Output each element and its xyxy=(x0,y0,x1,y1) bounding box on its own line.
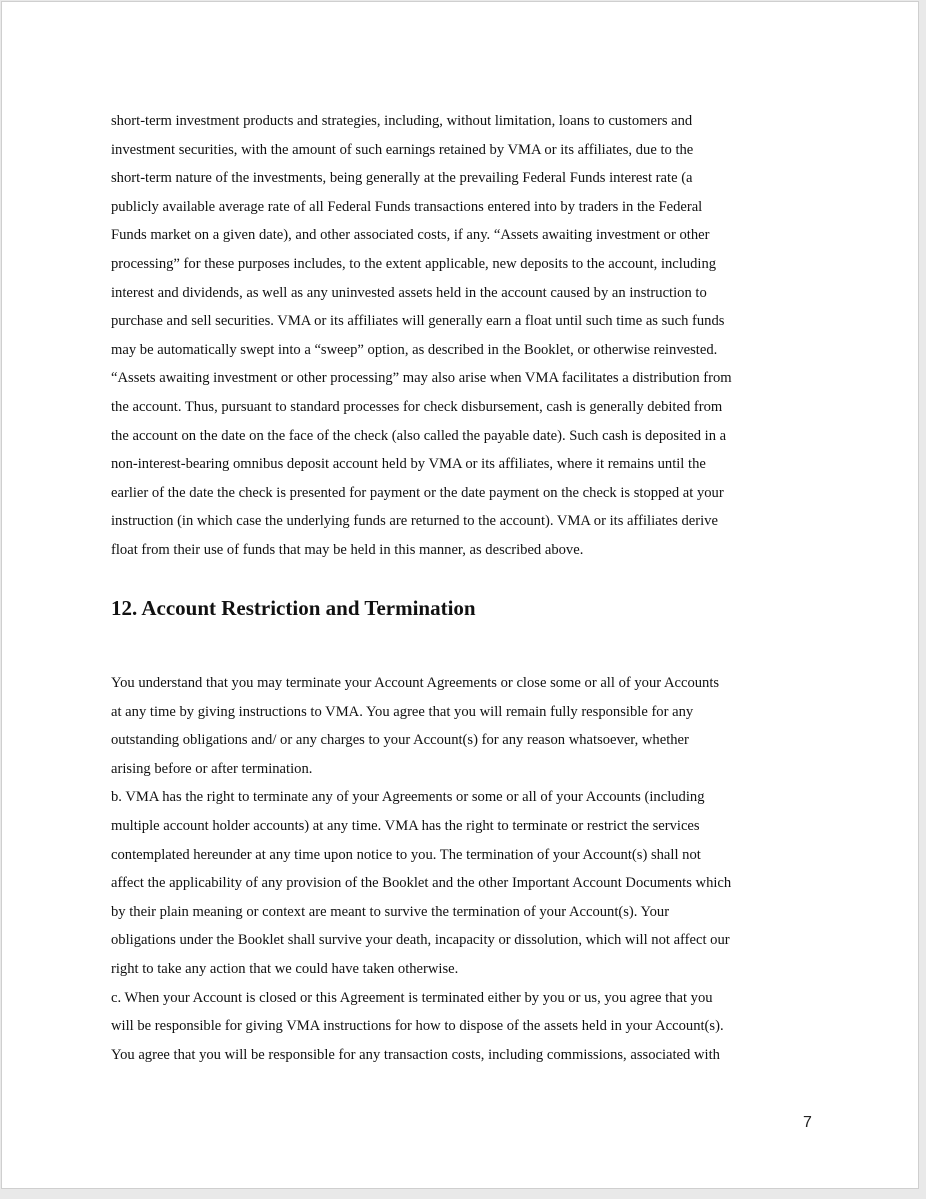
text-line: You understand that you may terminate your Account Agreements or close some or all of your Accounts xyxy=(111,675,720,691)
text-line: arising before or after termination. xyxy=(111,760,313,777)
text-line: purchase and sell securities. VMA or its affiliates will generally earn a float until such time as such funds xyxy=(111,313,725,330)
text-line: multiple account holder accounts) at any time. VMA has the right to terminate or restrict the services xyxy=(111,817,700,834)
text-line: float from their use of funds that may be held in this manner, as described above. xyxy=(111,541,584,558)
text-line: processing” for these purposes includes, to the extent applicable, new deposits to the account, including xyxy=(111,255,717,272)
text-line: non-interest-bearing omnibus deposit account held by VMA or its affiliates, where it remains until the xyxy=(111,456,706,473)
document-page xyxy=(1,1,919,1189)
text-line: “Assets awaiting investment or other processing” may also arise when VMA facilitates a distribution from xyxy=(111,370,732,387)
text-line: short-term nature of the investments, being generally at the prevailing Federal Funds interest rate (a xyxy=(111,170,693,187)
intro-paragraph xyxy=(111,107,817,565)
text-line: b. VMA has the right to terminate any of your Agreements or some or all of your Accounts (including xyxy=(111,789,705,806)
text-line: c. When your Account is closed or this Agreement is terminated either by you or us, you agree that you xyxy=(111,989,713,1006)
text-line: contemplated hereunder at any time upon notice to you. The termination of your Account(s) shall not xyxy=(111,846,701,863)
text-line: may be automatically swept into a “sweep” option, as described in the Booklet, or otherwise reinvested. xyxy=(111,341,718,358)
text-line: Funds market on a given date), and other associated costs, if any. “Assets awaiting investment or other xyxy=(111,227,710,244)
text-line: outstanding obligations and/ or any charges to your Account(s) for any reason whatsoever, whether xyxy=(111,732,689,749)
text-line: the account on the date on the face of the check (also called the payable date). Such cash is deposited in a xyxy=(111,427,727,444)
text-line: affect the applicability of any provision of the Booklet and the other Important Account Documents which xyxy=(111,875,732,892)
text-line: by their plain meaning or context are meant to survive the termination of your Account(s). Your xyxy=(111,903,670,920)
text-line: earlier of the date the check is presented for payment or the date payment on the check is stopped at your xyxy=(111,484,724,501)
text-line: right to take any action that we could have taken otherwise. xyxy=(111,960,459,977)
text-line: at any time by giving instructions to VMA. You agree that you will remain fully responsible for any xyxy=(111,703,694,720)
text-line: the account. Thus, pursuant to standard processes for check disbursement, cash is generally debited from xyxy=(111,398,723,415)
section-paragraph xyxy=(111,669,817,1069)
text-line: interest and dividends, as well as any uninvested assets held in the account caused by an instruction to xyxy=(111,284,707,301)
page-number: 7 xyxy=(803,1114,812,1131)
text-line: short-term investment products and strategies, including, without limitation, loans to customers and xyxy=(111,113,693,129)
text-line: instruction (in which case the underlying funds are returned to the account). VMA or its affiliates derive xyxy=(111,513,718,530)
text-line: investment securities, with the amount of such earnings retained by VMA or its affiliates, due to the xyxy=(111,141,694,158)
section-heading: 12. Account Restriction and Termination xyxy=(111,596,476,620)
text-line: publicly available average rate of all Federal Funds transactions entered into by traders in the Federal xyxy=(111,198,703,215)
text-line: You agree that you will be responsible for any transaction costs, including commissions, associated with xyxy=(111,1046,720,1063)
text-line: will be responsible for giving VMA instructions for how to dispose of the assets held in your Account(s). xyxy=(111,1018,724,1035)
text-line: obligations under the Booklet shall survive your death, incapacity or dissolution, which will not affect our xyxy=(111,932,730,949)
